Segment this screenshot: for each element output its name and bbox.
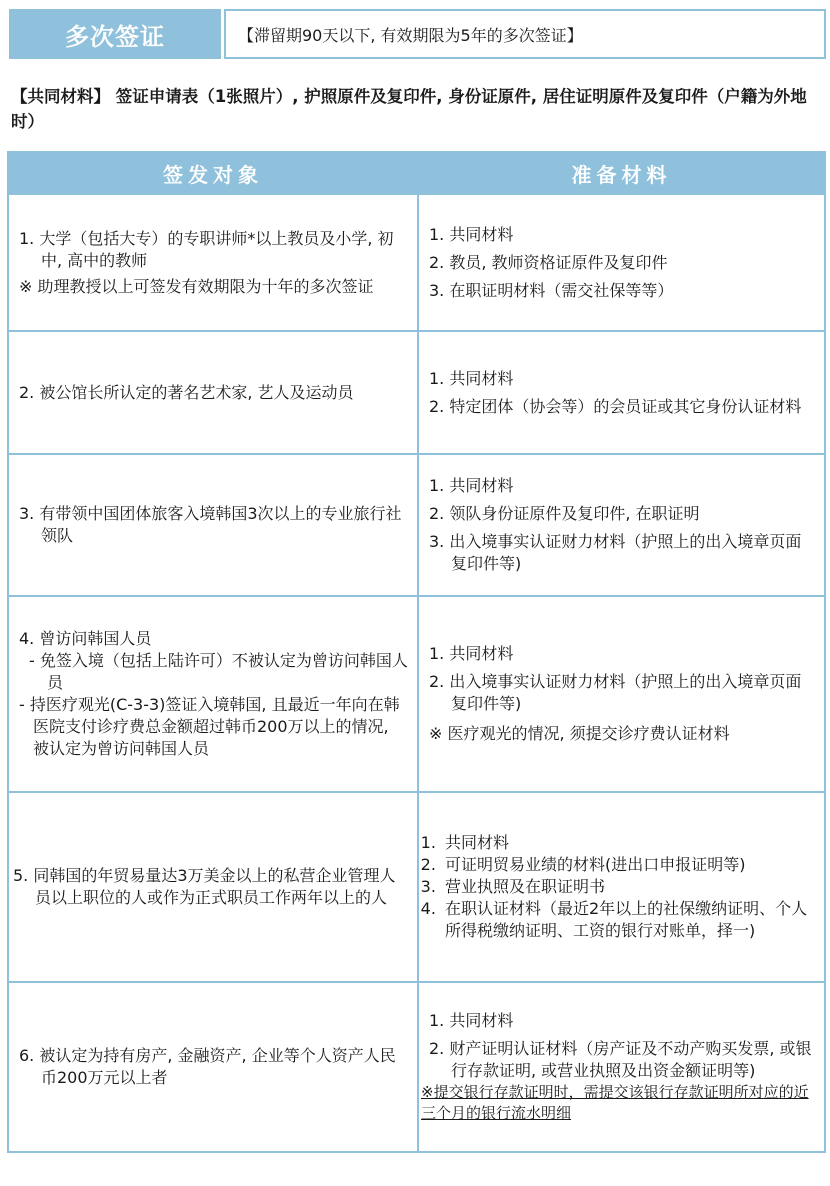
target-sub-item: - 免签入境（包括上陆许可）不被认定为曾访问韩国人员 <box>29 651 408 692</box>
materials-note: ※ 医疗观光的情况, 须提交诊疗费认证材料 <box>429 724 730 743</box>
table-row <box>8 596 825 792</box>
material-item: 3. 在职证明材料（需交社保等等） <box>429 280 674 300</box>
materials-cell <box>418 331 825 454</box>
target-cell <box>8 194 418 331</box>
target-cell <box>8 596 418 792</box>
material-item: 1. 共同材料 <box>429 224 514 244</box>
material-item: 1. 共同材料 <box>429 644 514 663</box>
target-text: 4. 曾访问韩国人员 <box>19 629 152 648</box>
material-item: 1. 共同材料 <box>429 476 514 495</box>
material-item: 4. 在职认证材料（最近2年以上的社保缴纳证明、个人所得税缴纳证明、工资的银行对账单，择一) <box>441 898 822 942</box>
material-item: 2. 领队身份证原件及复印件, 在职证明 <box>429 504 700 523</box>
table-row <box>8 982 825 1152</box>
table-row <box>8 194 825 331</box>
visa-description: 【滞留期90天以下, 有效期限为5年的多次签证】 <box>224 9 826 59</box>
target-text: 2. 被公馆长所认定的著名艺术家, 艺人及运动员 <box>19 382 354 402</box>
target-cell <box>8 331 418 454</box>
material-item: 2. 教员, 教师资格证原件及复印件 <box>429 252 668 272</box>
materials-cell <box>418 454 825 596</box>
material-item: 1. 共同材料 <box>429 368 514 388</box>
material-item: 2. 财产证明认证材料（房产证及不动产购买发票, 或银行存款证明, 或营业执照及出资金额证明等) <box>429 1039 812 1080</box>
target-cell <box>8 982 418 1152</box>
target-note: ※ 助理教授以上可签发有效期限为十年的多次签证 <box>19 276 374 296</box>
materials-list <box>421 832 822 942</box>
material-item: 1. 共同材料 <box>441 832 822 854</box>
material-item: 3. 出入境事实认证财力材料（护照上的出入境章页面复印件等) <box>429 532 802 573</box>
header-materials: 准备材料 <box>418 152 825 194</box>
header-target: 签发对象 <box>8 152 418 194</box>
materials-note: ※提交银行存款证明时，需提交该银行存款证明所对应的近三个月的银行流水明细 <box>421 1083 809 1122</box>
target-sub-item: - 持医疗观光(C-3-3)签证入境韩国, 且最近一年向在韩医院支付诊疗费总金额超过韩币200万以上的情况, 被认定为曾访问韩国人员 <box>19 695 400 758</box>
page-title: 多次签证 <box>9 9 221 59</box>
target-cell <box>8 792 418 982</box>
material-item: 2. 出入境事实认证财力材料（护照上的出入境章页面复印件等) <box>429 672 802 713</box>
table-header-row <box>8 152 825 194</box>
materials-cell <box>418 982 825 1152</box>
table-row <box>8 792 825 982</box>
materials-cell <box>418 792 825 982</box>
table-row <box>8 454 825 596</box>
target-text: 1. 大学（包括大专）的专职讲师*以上教员及小学, 初中, 高中的教师 <box>19 228 394 270</box>
target-text: 5. 同韩国的年贸易量达3万美金以上的私营企业管理人员以上职位的人或作为正式职员工作两年以上的人 <box>13 866 396 907</box>
common-materials: 【共同材料】 签证申请表（1张照片）, 护照原件及复印件, 身份证原件, 居住证明原件及复印件（户籍为外地时） <box>11 87 807 131</box>
materials-cell <box>418 194 825 331</box>
material-item: 2. 可证明贸易业绩的材料(进出口申报证明等) <box>441 854 822 876</box>
target-cell <box>8 454 418 596</box>
target-text: 3. 有带领中国团体旅客入境韩国3次以上的专业旅行社领队 <box>19 504 402 545</box>
visa-table <box>7 151 826 1153</box>
target-text: 6. 被认定为持有房产, 金融资产, 企业等个人资产人民币200万元以上者 <box>19 1046 396 1087</box>
table-row <box>8 331 825 454</box>
material-item: 1. 共同材料 <box>429 1011 514 1030</box>
material-item: 3. 营业执照及在职证明书 <box>441 876 822 898</box>
materials-cell <box>418 596 825 792</box>
material-item: 2. 特定团体（协会等）的会员证或其它身份认证材料 <box>429 396 802 416</box>
